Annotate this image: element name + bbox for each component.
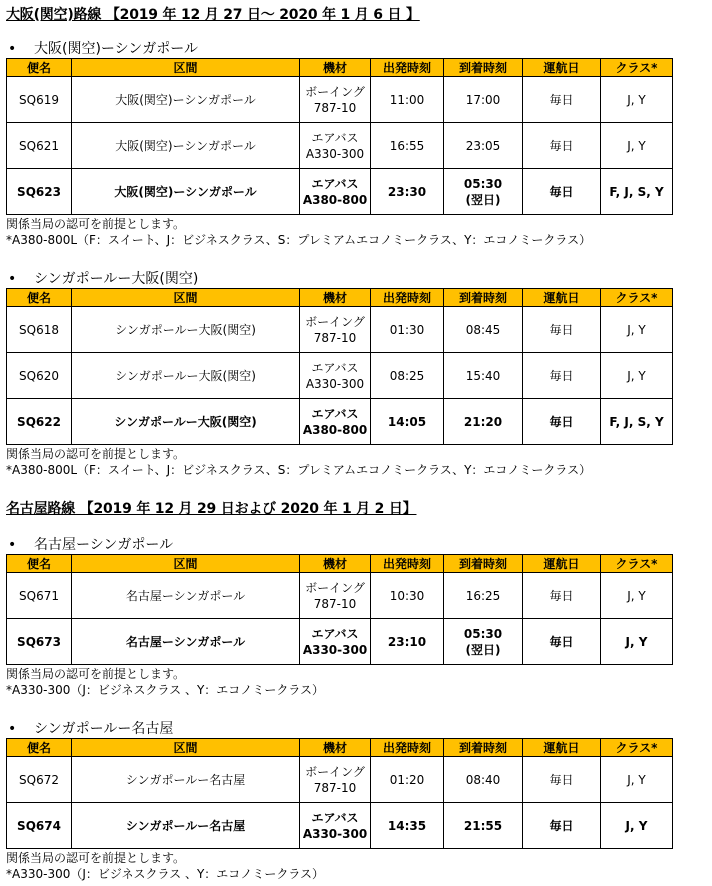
class-cell: J, Y bbox=[601, 803, 673, 849]
table-header-row bbox=[7, 289, 673, 307]
section-subtitle bbox=[8, 38, 198, 58]
route-cell: シンガポールー大阪(関空) bbox=[72, 353, 300, 399]
next-day-label: (翌日) bbox=[465, 192, 501, 207]
aircraft-maker: ボーイング bbox=[305, 764, 365, 779]
class-cell: F, J, S, Y bbox=[601, 399, 673, 445]
class-legend-note: *A330-300（J：ビジネスクラス 、Y：エコノミークラス） bbox=[6, 683, 324, 697]
header-aircraft: 機材 bbox=[300, 739, 371, 757]
header-route: 区間 bbox=[72, 59, 300, 77]
aircraft-cell bbox=[300, 573, 371, 619]
aircraft-maker: ボーイング bbox=[305, 84, 365, 99]
operation-days: 毎日 bbox=[523, 619, 601, 665]
arrival-time: 08:40 bbox=[465, 772, 501, 787]
route-cell: 大阪(関空)ーシンガポール bbox=[72, 77, 300, 123]
aircraft-model: A330-300 bbox=[305, 146, 365, 161]
section-subtitle bbox=[8, 718, 173, 738]
operation-days: 毎日 bbox=[523, 123, 601, 169]
aircraft-model: 787-10 bbox=[313, 100, 357, 115]
header-flight: 便名 bbox=[7, 555, 72, 573]
header-class: クラス* bbox=[601, 289, 673, 307]
departure-time: 10:30 bbox=[371, 573, 444, 619]
header-arrival: 到着時刻 bbox=[444, 59, 523, 77]
arrival-time: 21:55 bbox=[463, 818, 503, 833]
table-row bbox=[7, 169, 673, 215]
operation-days: 毎日 bbox=[523, 803, 601, 849]
arrival-time: 16:25 bbox=[465, 588, 501, 603]
departure-time: 16:55 bbox=[371, 123, 444, 169]
header-days: 運航日 bbox=[523, 289, 601, 307]
table-row bbox=[7, 573, 673, 619]
aircraft-maker: エアバス bbox=[311, 810, 359, 825]
osaka-route-title: 大阪(関空)路線 【2019 年 12 月 27 日～ 2020 年 1 月 6 日 】 bbox=[6, 7, 420, 23]
bullet-icon: • bbox=[8, 41, 17, 57]
arrival-cell bbox=[444, 77, 523, 123]
approval-note: 関係当局の認可を前提とします。 bbox=[6, 667, 186, 681]
class-cell: J, Y bbox=[601, 307, 673, 353]
header-departure: 出発時刻 bbox=[371, 739, 444, 757]
arrival-time: 08:45 bbox=[465, 322, 501, 337]
route-cell: 名古屋ーシンガポール bbox=[72, 573, 300, 619]
operation-days: 毎日 bbox=[523, 757, 601, 803]
flight-table-nagoya-singapore bbox=[6, 554, 673, 665]
arrival-cell bbox=[444, 757, 523, 803]
header-aircraft: 機材 bbox=[300, 59, 371, 77]
operation-days: 毎日 bbox=[523, 573, 601, 619]
flight-number: SQ621 bbox=[7, 123, 72, 169]
arrival-time: 21:20 bbox=[463, 414, 503, 429]
header-departure: 出発時刻 bbox=[371, 59, 444, 77]
aircraft-cell bbox=[300, 757, 371, 803]
aircraft-model: A330-300 bbox=[305, 376, 365, 391]
arrival-time: 17:00 bbox=[465, 92, 501, 107]
class-cell: J, Y bbox=[601, 353, 673, 399]
aircraft-maker: エアバス bbox=[311, 626, 359, 641]
flight-number: SQ671 bbox=[7, 573, 72, 619]
aircraft-model: 787-10 bbox=[313, 330, 357, 345]
aircraft-cell bbox=[300, 803, 371, 849]
aircraft-cell bbox=[300, 123, 371, 169]
table-row bbox=[7, 803, 673, 849]
table-row bbox=[7, 307, 673, 353]
flight-table-singapore-osaka bbox=[6, 288, 673, 445]
next-day-label: (翌日) bbox=[465, 642, 501, 657]
table-row bbox=[7, 123, 673, 169]
approval-note: 関係当局の認可を前提とします。 bbox=[6, 851, 186, 865]
subtitle-text: 大阪(関空)ーシンガポール bbox=[34, 41, 199, 57]
route-cell: シンガポールー大阪(関空) bbox=[72, 307, 300, 353]
departure-time: 14:35 bbox=[371, 803, 444, 849]
class-legend-note: *A380-800L（F：スイート、J：ビジネスクラス、S：プレミアムエコノミークラス、Y：エコノミークラス） bbox=[6, 233, 592, 247]
operation-days: 毎日 bbox=[523, 353, 601, 399]
departure-time: 01:30 bbox=[371, 307, 444, 353]
header-arrival: 到着時刻 bbox=[444, 739, 523, 757]
aircraft-maker: エアバス bbox=[311, 360, 359, 375]
arrival-cell bbox=[444, 307, 523, 353]
arrival-cell bbox=[444, 353, 523, 399]
departure-time: 14:05 bbox=[371, 399, 444, 445]
route-cell: シンガポールー名古屋 bbox=[72, 803, 300, 849]
header-aircraft: 機材 bbox=[300, 289, 371, 307]
bullet-icon: • bbox=[8, 721, 17, 737]
arrival-time: 05:30 bbox=[463, 626, 503, 641]
table-row bbox=[7, 757, 673, 803]
table-row bbox=[7, 399, 673, 445]
operation-days: 毎日 bbox=[523, 399, 601, 445]
departure-time: 11:00 bbox=[371, 77, 444, 123]
flight-number: SQ619 bbox=[7, 77, 72, 123]
aircraft-model: A330-300 bbox=[302, 642, 368, 657]
operation-days: 毎日 bbox=[523, 307, 601, 353]
class-cell: J, Y bbox=[601, 573, 673, 619]
subtitle-text: 名古屋ーシンガポール bbox=[34, 537, 174, 553]
flight-number: SQ623 bbox=[7, 169, 72, 215]
header-class: クラス* bbox=[601, 739, 673, 757]
aircraft-model: A330-300 bbox=[302, 826, 368, 841]
class-cell: J, Y bbox=[601, 757, 673, 803]
aircraft-maker: ボーイング bbox=[305, 580, 365, 595]
subtitle-text: シンガポールー名古屋 bbox=[34, 721, 174, 737]
header-arrival: 到着時刻 bbox=[444, 289, 523, 307]
aircraft-model: 787-10 bbox=[313, 596, 357, 611]
flight-table-osaka-singapore bbox=[6, 58, 673, 215]
aircraft-cell bbox=[300, 169, 371, 215]
flight-number: SQ673 bbox=[7, 619, 72, 665]
operation-days: 毎日 bbox=[523, 169, 601, 215]
header-flight: 便名 bbox=[7, 59, 72, 77]
arrival-cell bbox=[444, 169, 523, 215]
header-flight: 便名 bbox=[7, 739, 72, 757]
section-subtitle bbox=[8, 534, 173, 554]
aircraft-model: 787-10 bbox=[313, 780, 357, 795]
table-row bbox=[7, 353, 673, 399]
arrival-cell bbox=[444, 123, 523, 169]
arrival-time: 23:05 bbox=[465, 138, 501, 153]
operation-days: 毎日 bbox=[523, 77, 601, 123]
flight-number: SQ674 bbox=[7, 803, 72, 849]
flight-number: SQ618 bbox=[7, 307, 72, 353]
aircraft-cell bbox=[300, 307, 371, 353]
header-departure: 出発時刻 bbox=[371, 555, 444, 573]
arrival-cell bbox=[444, 619, 523, 665]
route-cell: 大阪(関空)ーシンガポール bbox=[72, 169, 300, 215]
departure-time: 23:10 bbox=[371, 619, 444, 665]
flight-number: SQ672 bbox=[7, 757, 72, 803]
aircraft-maker: ボーイング bbox=[305, 314, 365, 329]
aircraft-maker: エアバス bbox=[311, 406, 359, 421]
bullet-icon: • bbox=[8, 271, 17, 287]
flight-number: SQ620 bbox=[7, 353, 72, 399]
header-route: 区間 bbox=[72, 739, 300, 757]
aircraft-cell bbox=[300, 399, 371, 445]
class-cell: F, J, S, Y bbox=[601, 169, 673, 215]
arrival-cell bbox=[444, 573, 523, 619]
header-arrival: 到着時刻 bbox=[444, 555, 523, 573]
route-cell: シンガポールー名古屋 bbox=[72, 757, 300, 803]
aircraft-cell bbox=[300, 619, 371, 665]
class-cell: J, Y bbox=[601, 77, 673, 123]
aircraft-cell bbox=[300, 353, 371, 399]
departure-time: 23:30 bbox=[371, 169, 444, 215]
departure-time: 01:20 bbox=[371, 757, 444, 803]
arrival-cell bbox=[444, 399, 523, 445]
arrival-time: 15:40 bbox=[465, 368, 501, 383]
route-cell: 大阪(関空)ーシンガポール bbox=[72, 123, 300, 169]
header-class: クラス* bbox=[601, 555, 673, 573]
approval-note: 関係当局の認可を前提とします。 bbox=[6, 447, 186, 461]
aircraft-maker: エアバス bbox=[311, 176, 359, 191]
class-legend-note: *A380-800L（F：スイート、J：ビジネスクラス、S：プレミアムエコノミークラス、Y：エコノミークラス） bbox=[6, 463, 592, 477]
header-aircraft: 機材 bbox=[300, 555, 371, 573]
header-class: クラス* bbox=[601, 59, 673, 77]
bullet-icon: • bbox=[8, 537, 17, 553]
arrival-cell bbox=[444, 803, 523, 849]
route-cell: 名古屋ーシンガポール bbox=[72, 619, 300, 665]
class-legend-note: *A330-300（J：ビジネスクラス 、Y：エコノミークラス） bbox=[6, 867, 324, 881]
subtitle-text: シンガポールー大阪(関空) bbox=[34, 271, 199, 287]
header-days: 運航日 bbox=[523, 59, 601, 77]
table-header-row bbox=[7, 739, 673, 757]
aircraft-model: A380-800 bbox=[302, 422, 368, 437]
flight-table-singapore-nagoya bbox=[6, 738, 673, 849]
nagoya-route-title: 名古屋路線 【2019 年 12 月 29 日および 2020 年 1 月 2 日】 bbox=[6, 501, 417, 517]
header-route: 区間 bbox=[72, 555, 300, 573]
arrival-time: 05:30 bbox=[463, 176, 503, 191]
section-subtitle bbox=[8, 268, 198, 288]
header-departure: 出発時刻 bbox=[371, 289, 444, 307]
header-route: 区間 bbox=[72, 289, 300, 307]
aircraft-maker: エアバス bbox=[311, 130, 359, 145]
aircraft-cell bbox=[300, 77, 371, 123]
aircraft-model: A380-800 bbox=[302, 192, 368, 207]
class-cell: J, Y bbox=[601, 619, 673, 665]
table-row bbox=[7, 619, 673, 665]
header-days: 運航日 bbox=[523, 739, 601, 757]
header-flight: 便名 bbox=[7, 289, 72, 307]
table-row bbox=[7, 77, 673, 123]
class-cell: J, Y bbox=[601, 123, 673, 169]
header-days: 運航日 bbox=[523, 555, 601, 573]
table-header-row bbox=[7, 555, 673, 573]
flight-number: SQ622 bbox=[7, 399, 72, 445]
table-header-row bbox=[7, 59, 673, 77]
departure-time: 08:25 bbox=[371, 353, 444, 399]
route-cell: シンガポールー大阪(関空) bbox=[72, 399, 300, 445]
approval-note: 関係当局の認可を前提とします。 bbox=[6, 217, 186, 231]
